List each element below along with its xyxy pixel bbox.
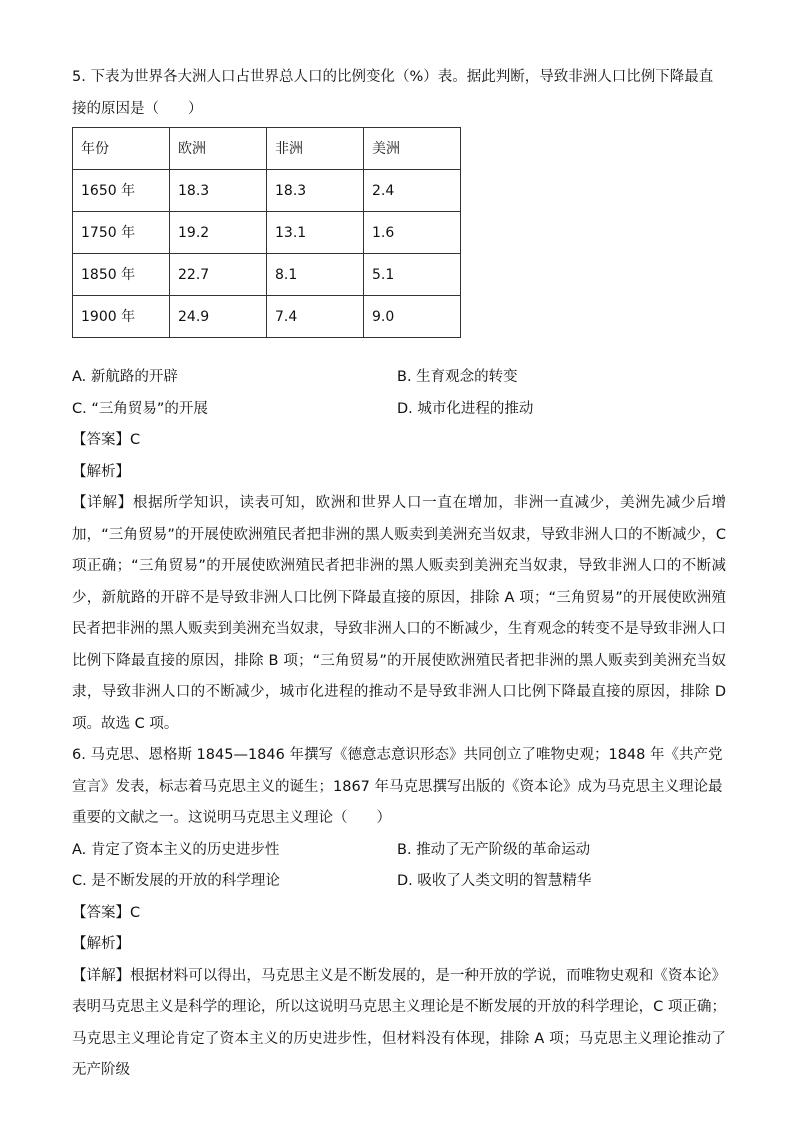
table-row bbox=[73, 170, 461, 212]
page-content bbox=[72, 62, 726, 1087]
q6-options bbox=[72, 835, 726, 898]
table-header-cell: 欧洲 bbox=[170, 128, 267, 170]
q6-stem: 6. 马克思、恩格斯 1845—1846 年撰写《德意志意识形态》共同创立了唯物史观；1848 年《共产党宣言》发表，标志着马克思主义的诞生；1867 年马克思撰写出版的《资本论》成为马克思主义理论最重要的文献之一。这说明马克思主义理论（ ） bbox=[72, 747, 723, 826]
population-table bbox=[72, 127, 461, 338]
table-header-row bbox=[73, 128, 461, 170]
table-cell: 1900 年 bbox=[73, 296, 170, 338]
table-cell: 2.4 bbox=[364, 170, 461, 212]
table-header-cell: 美洲 bbox=[364, 128, 461, 170]
table-cell: 7.4 bbox=[267, 296, 364, 338]
table-cell: 13.1 bbox=[267, 212, 364, 254]
q6-detail: 【详解】根据材料可以得出，马克思主义是不断发展的，是一种开放的学说，而唯物史观和《资本论》表明马克思主义是科学的理论，所以这说明马克思主义理论是不断发展的开放的科学理论，C 项正确；马克思主义理论肯定了资本主义的历史进步性，但材料没有体现，排除 A 项；马克思主义理论推动了无产阶级 bbox=[72, 967, 726, 1078]
table-header-cell: 非洲 bbox=[267, 128, 364, 170]
q5-answer: 【答案】C bbox=[72, 432, 141, 448]
table-row bbox=[73, 254, 461, 296]
table-cell: 9.0 bbox=[364, 296, 461, 338]
table-cell: 1850 年 bbox=[73, 254, 170, 296]
q5-detail: 【详解】根据所学知识，读表可知，欧洲和世界人口一直在增加，非洲一直减少，美洲先减少后增加，“三角贸易”的开展使欧洲殖民者把非洲的黑人贩卖到美洲充当奴隶，导致非洲人口的不断减少，C 项正确；“三角贸易”的开展使欧洲殖民者把非洲的黑人贩卖到美洲充当奴隶，导致非洲人口的不断减少，新航路的开辟不是导致非洲人口比例下降最直接的原因，排除 A 项；“三角贸易”的开展使欧洲殖民者把非洲的黑人贩卖到美洲充当奴隶，导致非洲人口的不断减少，生育观念的转变不是导致非洲人口比例下降最直接的原因，排除 B 项；“三角贸易”的开展使欧洲殖民者把非洲的黑人贩卖到美洲充当奴隶，导致非洲人口的不断减少，城市化进程的推动不是导致非洲人口比例下降最直接的原因，排除 D 项。故选 C 项。 bbox=[72, 495, 726, 732]
q6-option-c: C. 是不断发展的开放的科学理论 bbox=[72, 873, 280, 889]
table-cell: 1.6 bbox=[364, 212, 461, 254]
q6-option-d: D. 吸收了人类文明的智慧精华 bbox=[397, 873, 592, 889]
table-cell: 1750 年 bbox=[73, 212, 170, 254]
q5-option-d: D. 城市化进程的推动 bbox=[397, 400, 534, 417]
q5-option-a: A. 新航路的开辟 bbox=[72, 369, 178, 385]
table-cell: 24.9 bbox=[170, 296, 267, 338]
q5-analysis-label: 【解析】 bbox=[72, 463, 130, 480]
q6-option-a: A. 肯定了资本主义的历史进步性 bbox=[72, 841, 280, 858]
table-cell: 22.7 bbox=[170, 254, 267, 296]
table-cell: 18.3 bbox=[170, 170, 267, 212]
table-row bbox=[73, 212, 461, 254]
question-6 bbox=[72, 740, 726, 1087]
q6-answer: 【答案】C bbox=[72, 904, 141, 921]
q6-analysis-label: 【解析】 bbox=[72, 936, 130, 952]
q5-stem: 5. 下表为世界各大洲人口占世界总人口的比例变化（%）表。据此判断，导致非洲人口比例下降最直接的原因是（ ） bbox=[72, 69, 714, 117]
table-cell: 8.1 bbox=[267, 254, 364, 296]
q5-option-b: B. 生育观念的转变 bbox=[397, 369, 518, 385]
table-cell: 18.3 bbox=[267, 170, 364, 212]
q5-options bbox=[72, 362, 726, 425]
table-cell: 5.1 bbox=[364, 254, 461, 296]
table-header-cell: 年份 bbox=[73, 128, 170, 170]
table-cell: 19.2 bbox=[170, 212, 267, 254]
table-cell: 1650 年 bbox=[73, 170, 170, 212]
question-5 bbox=[72, 62, 726, 740]
q5-option-c: C. “三角贸易”的开展 bbox=[72, 400, 208, 417]
table-row bbox=[73, 296, 461, 338]
q6-option-b: B. 推动了无产阶级的革命运动 bbox=[397, 841, 591, 858]
